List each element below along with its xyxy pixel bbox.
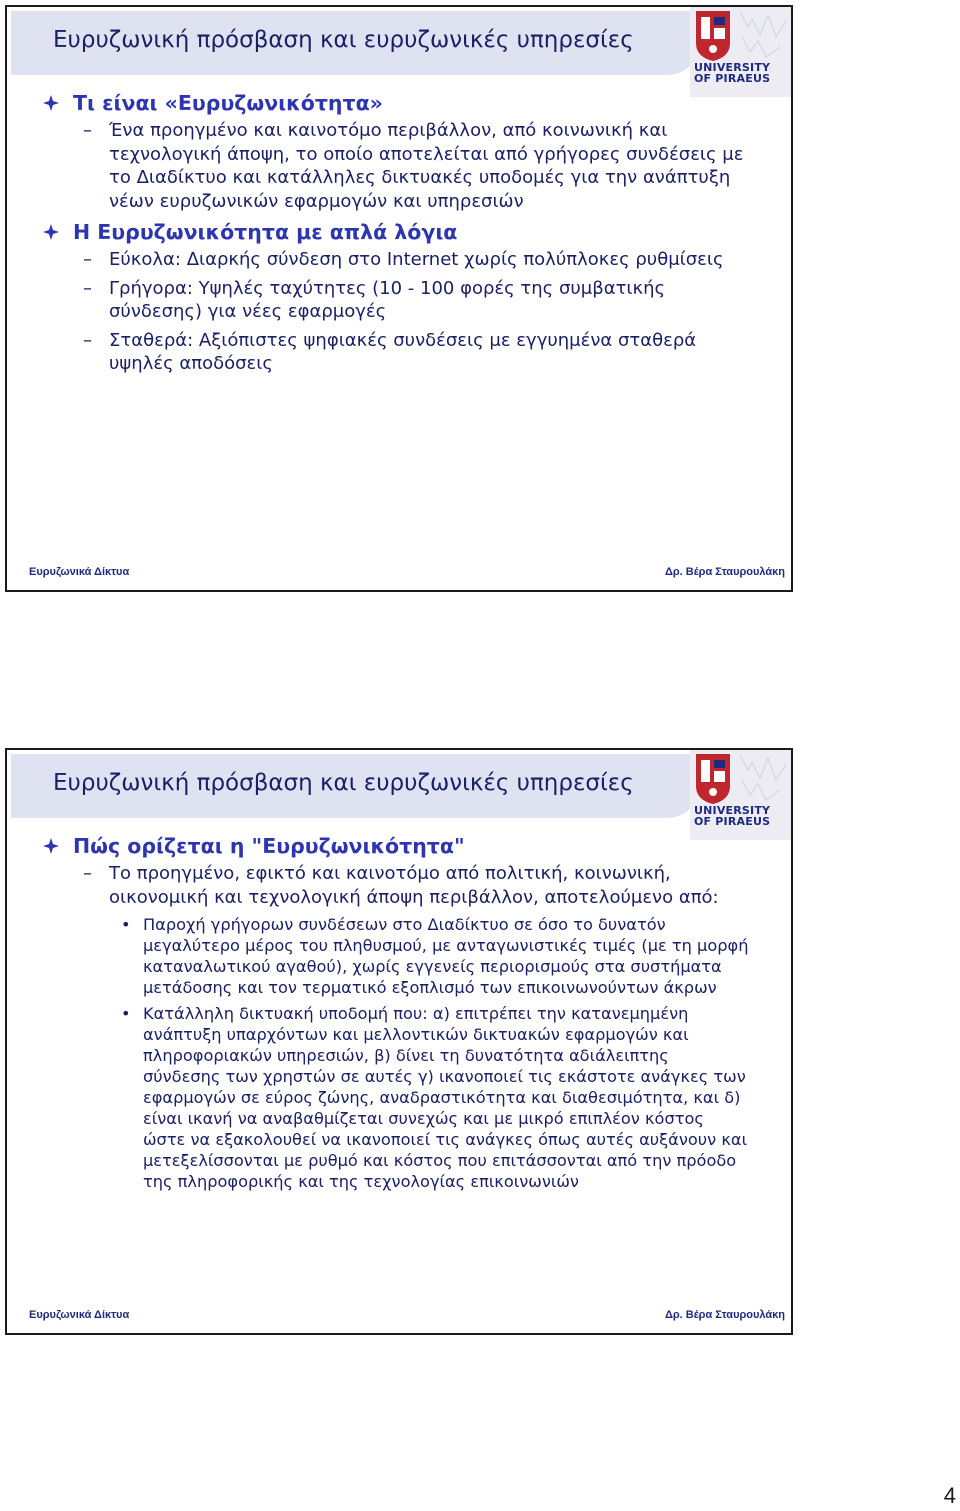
logo-line-1: UNIVERSITY xyxy=(694,61,771,74)
section-heading xyxy=(43,218,751,246)
list-item-text: Το προηγμένο, εφικτό και καινοτόμο από πολιτική, κοινωνική, οικονομική και τεχνολογική άποψη περιβάλλον, αποτελούμενο από: xyxy=(109,863,719,908)
logo-line-2: OF PIRAEUS xyxy=(694,815,771,828)
logo-line-1: UNIVERSITY xyxy=(694,804,771,817)
section-heading xyxy=(43,832,751,860)
logo-line-2: OF PIRAEUS xyxy=(694,72,771,85)
sub-list-item xyxy=(43,914,751,998)
dot-bullet-icon: • xyxy=(121,915,131,934)
sub-list xyxy=(43,914,751,1192)
footer-course: Ευρυζωνικά Δίκτυα xyxy=(29,566,130,578)
dot-bullet-icon: • xyxy=(121,1004,131,1023)
slide-content xyxy=(43,832,751,1197)
dash-bullet-icon: – xyxy=(83,863,92,884)
dash-bullet-icon: – xyxy=(83,249,92,270)
university-logo xyxy=(690,7,791,97)
list-item xyxy=(43,119,751,213)
section-heading-text: Η Ευρυζωνικότητα με απλά λόγια xyxy=(73,220,458,244)
dash-bullet-icon: – xyxy=(83,120,92,141)
list-item-text: Σταθερά: Αξιόπιστες ψηφιακές συνδέσεις με εγγυημένα σταθερά υψηλές αποδόσεις xyxy=(109,329,697,374)
sub-list-item-text: Παροχή γρήγορων συνδέσεων στο Διαδίκτυο σε όσο το δυνατόν μεγαλύτερο μέρος του πληθυσμού, με ανταγωνιστικές τιμές (με τη μορφή καταναλωτικού αγαθού), χωρίς εγγενείς περιορισμούς στα συστήματα μετάδοσης και τον τερματικό εξοπλισμό των επικοινωνούντων άκρων xyxy=(143,915,749,997)
slide-1 xyxy=(5,5,793,592)
title-bar xyxy=(11,754,701,818)
dash-bullet-icon: – xyxy=(83,329,92,351)
sub-list-item xyxy=(43,1003,751,1192)
slide-title: Ευρυζωνική πρόσβαση και ευρυζωνικές υπηρεσίες xyxy=(53,770,634,796)
slide-title: Ευρυζωνική πρόσβαση και ευρυζωνικές υπηρεσίες xyxy=(53,27,634,53)
list-item xyxy=(43,248,751,272)
footer-author: Δρ. Βέρα Σταυρουλάκη xyxy=(664,1309,785,1321)
list-item xyxy=(43,862,751,909)
slide-content xyxy=(43,89,751,381)
diamond-bullet-icon xyxy=(43,838,59,854)
diamond-bullet-icon xyxy=(43,224,59,240)
list-item-text: Ένα προηγμένο και καινοτόμο περιβάλλον, από κοινωνική και τεχνολογική άποψη, το οποίο αποτελείται από γρήγορες συνδέσεις με το Διαδίκτυο και κατάλληλες δικτυακές υποδομές για την ανάπτυξη νέων ευρυζωνικών εφαρμογών και υπηρεσιών xyxy=(109,120,744,212)
section-heading xyxy=(43,89,751,117)
footer-course: Ευρυζωνικά Δίκτυα xyxy=(29,1309,130,1321)
section-heading-text: Πώς ορίζεται η "Ευρυζωνικότητα" xyxy=(73,834,465,858)
university-logo xyxy=(690,750,791,840)
page-number: 4 xyxy=(943,1483,956,1508)
sub-list-item-text: Κατάλληλη δικτυακή υποδομή που: α) επιτρέπει την κατανεμημένη ανάπτυξη υπαρχόντων και μελλοντικών δικτυακών εφαρμογών και πληροφοριακών υπηρεσιών, β) δίνει τη δυνατότητα αδιάλειπτης σύνδεσης των χρηστών σε αυτές γ) ικανοποιεί τις εκάστοτε ανάγκες των εφαρμογών σε εύρος ζώνης, αναδραστικότητα και διαθεσιμότητα, και δ) είναι ικανή να αναβαθμίζεται συνεχώς και με μικρό επιπλέον κόστος ώστε να εξακολουθεί να ικανοποιεί τις ανάγκες όπως αυτές αυξάνουν και μετεξελίσσονται με ρυθμό και κόστος που επιτάσσονται από την πρόοδο της πληροφορικής και της τεχνολογίας επικοινωνιών xyxy=(143,1004,748,1191)
list-item xyxy=(43,277,751,324)
diamond-bullet-icon xyxy=(43,95,59,111)
slide-2 xyxy=(5,748,793,1335)
list-item-text: Εύκολα: Διαρκής σύνδεση στο Internet χωρίς πολύπλοκες ρυθμίσεις xyxy=(109,249,724,270)
list-item xyxy=(43,329,751,376)
footer-author: Δρ. Βέρα Σταυρουλάκη xyxy=(664,566,785,578)
section-heading-text: Τι είναι «Ευρυζωνικότητα» xyxy=(73,91,383,115)
title-bar xyxy=(11,11,701,75)
list-item-text: Γρήγορα: Υψηλές ταχύτητες (10 - 100 φορές της συμβατικής σύνδεσης) για νέες εφαρμογές xyxy=(109,277,666,322)
dash-bullet-icon: – xyxy=(83,277,92,299)
